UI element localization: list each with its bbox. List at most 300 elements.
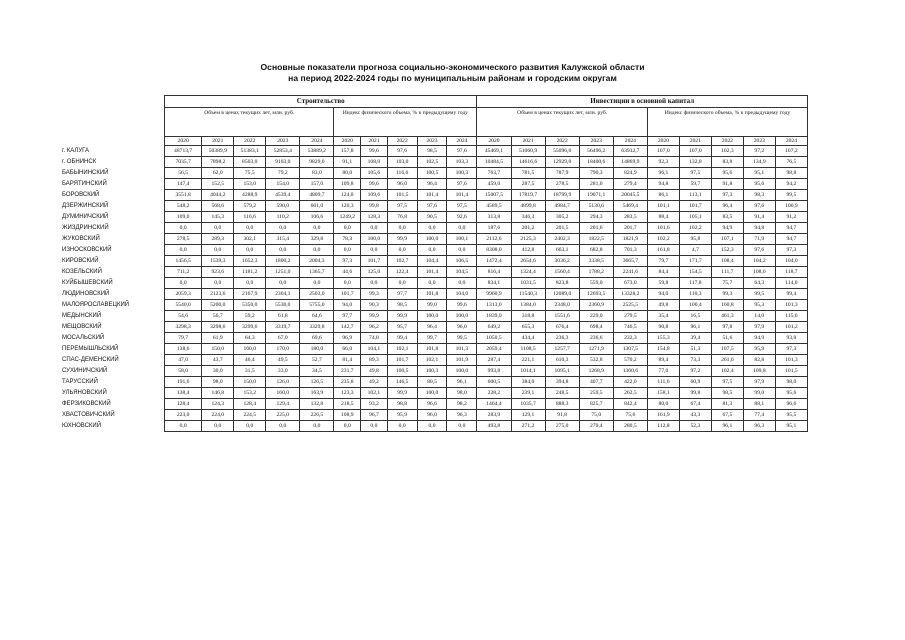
table-cell: 0,0 xyxy=(234,245,266,256)
table-cell: 9829,0 xyxy=(300,157,334,168)
year-header-row xyxy=(165,137,808,146)
table-cell: 154,8 xyxy=(647,344,679,355)
table-cell: 101,3 xyxy=(447,344,477,355)
table-cell: 461,3 xyxy=(711,311,743,322)
year-header: 2023 xyxy=(743,137,775,146)
district-label: МЕЩОВСКИЙ xyxy=(62,323,102,330)
construction-volume-header: Объем в ценах текущих лет, млн. руб. xyxy=(165,108,334,137)
table-cell: 109,8 xyxy=(743,366,775,377)
district-label: г. КАЛУГА xyxy=(62,147,90,154)
table-cell: 13328,2 xyxy=(613,289,647,300)
table-cell: 100,5 xyxy=(387,366,417,377)
table-cell: 94,8 xyxy=(647,179,679,190)
table-cell: 96,1 xyxy=(647,168,679,179)
table-cell: 2654,6 xyxy=(511,256,545,267)
table-body xyxy=(165,146,808,432)
table-cell: 99,4 xyxy=(387,333,417,344)
table-cell: 74,8 xyxy=(361,333,388,344)
table-cell: 97,6 xyxy=(447,146,477,157)
table-cell: 116,6 xyxy=(387,168,417,179)
table-cell: 153,2 xyxy=(234,388,266,399)
table-cell: 5540,0 xyxy=(165,300,202,311)
table-cell: 91,2 xyxy=(775,212,807,223)
table-cell: 43,3 xyxy=(679,410,711,421)
table-cell: 77,4 xyxy=(743,410,775,421)
table-row xyxy=(165,421,808,432)
table-cell: 56,7 xyxy=(202,311,234,322)
table-cell: 18799,9 xyxy=(545,190,579,201)
table-cell: 99,9 xyxy=(387,311,417,322)
district-label: ДЗЕРЖИНСКИЙ xyxy=(62,202,109,209)
table-cell: 81,4 xyxy=(334,355,361,366)
table-cell: 601,0 xyxy=(300,201,334,212)
investment-index-header: Индекс физического объема, % к предыдущему году xyxy=(647,108,807,137)
table-cell: 49,5 xyxy=(266,355,300,366)
table-cell: 99,3 xyxy=(711,289,743,300)
table-cell: 93,2 xyxy=(361,399,388,410)
table-cell: 108,0 xyxy=(361,157,388,168)
table-cell: 98,8 xyxy=(775,168,807,179)
table-cell: 117,8 xyxy=(679,278,711,289)
table-cell: 102,4 xyxy=(711,366,743,377)
table-cell: 94,2 xyxy=(775,179,807,190)
table-cell: 3319,7 xyxy=(266,322,300,333)
table-cell: 99,4 xyxy=(775,289,807,300)
table-cell: 45469,1 xyxy=(477,146,511,157)
table-cell: 43,7 xyxy=(202,355,234,366)
table-cell: 281,0 xyxy=(579,179,613,190)
table-cell: 3329,8 xyxy=(300,322,334,333)
table-cell: 91,8 xyxy=(545,410,579,421)
table-cell: 96,3 xyxy=(447,410,477,421)
table-cell: 94,9 xyxy=(743,333,775,344)
table-cell: 579,2 xyxy=(234,201,266,212)
table-cell: 3036,2 xyxy=(545,256,579,267)
table-cell: 161,8 xyxy=(647,245,679,256)
table-cell: 108,6 xyxy=(743,267,775,278)
table-cell: 97,7 xyxy=(387,289,417,300)
table-cell: 102,3 xyxy=(711,146,743,157)
table-cell: 2167,9 xyxy=(234,289,266,300)
table-cell: 99,6 xyxy=(361,179,388,190)
district-label: ИЗНОСКОВСКИЙ xyxy=(62,246,112,253)
table-cell: 0,0 xyxy=(447,245,477,256)
table-cell: 3338,5 xyxy=(579,256,613,267)
table-cell: 98,5 xyxy=(711,388,743,399)
table-cell: 89,4 xyxy=(647,355,679,366)
table-cell: 94,8 xyxy=(743,223,775,234)
table-cell: 8503,0 xyxy=(234,157,266,168)
table-cell: 0,0 xyxy=(417,223,447,234)
table-cell: 239,1 xyxy=(511,388,545,399)
table-cell: 289,3 xyxy=(202,234,234,245)
table-cell: 101,7 xyxy=(679,201,711,212)
table-cell: 88,4 xyxy=(647,212,679,223)
table-cell: 105,6 xyxy=(361,168,388,179)
table-cell: 834,1 xyxy=(477,278,511,289)
table-cell: 0,0 xyxy=(165,223,202,234)
table-cell: 95,9 xyxy=(387,410,417,421)
table-cell: 95,9 xyxy=(743,344,775,355)
table-cell: 107,0 xyxy=(679,146,711,157)
table-cell: 201,5 xyxy=(545,223,579,234)
table-cell: 171,7 xyxy=(679,256,711,267)
table-cell: 283,5 xyxy=(613,212,647,223)
table-cell: 67,0 xyxy=(266,333,300,344)
table-cell: 82,8 xyxy=(743,355,775,366)
table-cell: 701,3 xyxy=(613,245,647,256)
table-cell: 0,0 xyxy=(202,421,234,432)
table-cell: 102,2 xyxy=(679,223,711,234)
table-cell: 53889,2 xyxy=(300,146,334,157)
table-cell: 96,0 xyxy=(447,322,477,333)
table-cell: 67,5 xyxy=(711,410,743,421)
table-cell: 842,4 xyxy=(613,399,647,410)
table-cell: 0,0 xyxy=(300,278,334,289)
table-cell: 590,0 xyxy=(266,201,300,212)
table-cell: 132,8 xyxy=(679,157,711,168)
table-cell: 102,5 xyxy=(417,157,447,168)
table-cell: 0,0 xyxy=(266,245,300,256)
table-cell: 104,2 xyxy=(743,256,775,267)
table-cell: 101,3 xyxy=(775,300,807,311)
table-cell: 98,8 xyxy=(387,399,417,410)
table-cell: 96,1 xyxy=(679,322,711,333)
table-cell: 111,6 xyxy=(647,377,679,388)
district-label: ЖУКОВСКИЙ xyxy=(62,235,100,242)
table-cell: 663,1 xyxy=(545,245,579,256)
table-cell: 91,1 xyxy=(334,157,361,168)
table-cell: 84,4 xyxy=(647,267,679,278)
table-cell: 224,5 xyxy=(234,410,266,421)
table-cell: 14869,9 xyxy=(613,157,647,168)
table-cell: 96,1 xyxy=(711,421,743,432)
table-row xyxy=(165,333,808,344)
table-cell: 146,5 xyxy=(387,377,417,388)
table-cell: 145,3 xyxy=(202,212,234,223)
table-row xyxy=(165,234,808,245)
table-cell: 129,1 xyxy=(511,410,545,421)
table-cell: 1307,5 xyxy=(613,344,647,355)
table-cell: 100,5 xyxy=(417,168,447,179)
table-cell: 61,8 xyxy=(266,311,300,322)
table-cell: 91,4 xyxy=(743,212,775,223)
table-cell: 155,3 xyxy=(647,333,679,344)
year-header: 2020 xyxy=(477,137,511,146)
table-cell: 73,3 xyxy=(679,355,711,366)
table-cell: 0,0 xyxy=(202,278,234,289)
table-cell: 224,0 xyxy=(202,410,234,421)
year-header: 2023 xyxy=(579,137,613,146)
table-cell: 0,0 xyxy=(334,223,361,234)
table-row xyxy=(165,256,808,267)
table-cell: 283,9 xyxy=(477,410,511,421)
table-row xyxy=(165,201,808,212)
table-cell: 109,0 xyxy=(165,212,202,223)
table-cell: 101,8 xyxy=(417,344,447,355)
construction-group-header: Строительство xyxy=(165,96,477,108)
year-header: 2023 xyxy=(417,137,447,146)
table-row xyxy=(165,344,808,355)
table-cell: 4899,8 xyxy=(511,201,545,212)
district-label: ЖИЗДРИНСКИЙ xyxy=(62,224,109,231)
district-label: КИРОВСКИЙ xyxy=(62,257,99,264)
table-cell: 115,6 xyxy=(775,311,807,322)
table-cell: 279,4 xyxy=(579,421,613,432)
table-cell: 384,0 xyxy=(511,377,545,388)
table-cell: 97,6 xyxy=(387,146,417,157)
table-cell: 763,7 xyxy=(477,168,511,179)
table-cell: 191,6 xyxy=(165,377,202,388)
table-cell: 262,5 xyxy=(613,388,647,399)
table-cell: 99,7 xyxy=(417,333,447,344)
table-cell: 124,3 xyxy=(202,399,234,410)
table-cell: 97,6 xyxy=(447,179,477,190)
table-row xyxy=(165,355,808,366)
table-cell: 96,1 xyxy=(447,377,477,388)
table-cell: 98,2 xyxy=(447,399,477,410)
table-cell: 3298,6 xyxy=(202,322,234,333)
table-cell: 0,0 xyxy=(387,421,417,432)
table-cell: 90,8 xyxy=(647,322,679,333)
table-cell: 0,0 xyxy=(361,245,388,256)
table-cell: 18400,6 xyxy=(579,157,613,168)
table-cell: 95,6 xyxy=(711,168,743,179)
table-cell: 158,1 xyxy=(647,388,679,399)
table-cell: 51383,1 xyxy=(234,146,266,157)
table-cell: 100,3 xyxy=(447,168,477,179)
table-cell: 600,5 xyxy=(477,377,511,388)
table-cell: 96,9 xyxy=(334,333,361,344)
table-cell: 0,0 xyxy=(361,421,388,432)
table-cell: 0,0 xyxy=(417,278,447,289)
table-cell: 97,9 xyxy=(743,322,775,333)
table-cell: 102,2 xyxy=(647,234,679,245)
year-header: 2021 xyxy=(202,137,234,146)
table-cell: 16,5 xyxy=(679,311,711,322)
table-cell: 96,0 xyxy=(417,410,447,421)
table-cell: 97,8 xyxy=(711,322,743,333)
table-cell: 83,0 xyxy=(300,168,334,179)
table-cell: 459,0 xyxy=(477,179,511,190)
table-cell: 5755,0 xyxy=(300,300,334,311)
table-cell: 101,7 xyxy=(387,355,417,366)
district-label: КУЙБЫШЕВСКИЙ xyxy=(62,279,113,286)
table-cell: 106,6 xyxy=(300,212,334,223)
table-cell: 1324,4 xyxy=(511,267,545,278)
table-cell: 109,8 xyxy=(334,179,361,190)
table-cell: 1031,5 xyxy=(511,278,545,289)
table-cell: 649,2 xyxy=(477,322,511,333)
table-cell: 816,4 xyxy=(477,267,511,278)
table-cell: 2241,6 xyxy=(613,267,647,278)
table-cell: 2348,0 xyxy=(545,300,579,311)
table-cell: 248,5 xyxy=(545,388,579,399)
table-cell: 95,1 xyxy=(775,421,807,432)
table-cell: 154,0 xyxy=(266,179,300,190)
table-cell: 94,7 xyxy=(775,234,807,245)
table-cell: 59,2 xyxy=(234,311,266,322)
table-cell: 134,9 xyxy=(743,157,775,168)
table-cell: 64,3 xyxy=(743,278,775,289)
table-cell: 51060,9 xyxy=(511,146,545,157)
table-cell: 100,0 xyxy=(447,366,477,377)
district-label: ФЕРЗИКОВСКИЙ xyxy=(62,400,111,407)
table-cell: 95,7 xyxy=(387,322,417,333)
table-cell: 99,5 xyxy=(775,190,807,201)
table-row xyxy=(165,311,808,322)
table-cell: 228,2 xyxy=(477,388,511,399)
table-cell: 1271,9 xyxy=(579,344,613,355)
table-cell: 97,5 xyxy=(447,201,477,212)
table-cell: 96,0 xyxy=(387,179,417,190)
table-cell: 160,0 xyxy=(266,388,300,399)
table-cell: 90,3 xyxy=(361,300,388,311)
table-cell: 99,0 xyxy=(743,388,775,399)
table-cell: 101,6 xyxy=(647,223,679,234)
table-cell: 104,5 xyxy=(447,267,477,278)
table-cell: 570,2 xyxy=(613,355,647,366)
table-cell: 49,8 xyxy=(361,366,388,377)
table-cell: 1551,6 xyxy=(545,311,579,322)
table-cell: 790,3 xyxy=(579,168,613,179)
table-cell: 128,4 xyxy=(165,399,202,410)
table-cell: 0,0 xyxy=(202,245,234,256)
table-cell: 100,9 xyxy=(775,201,807,212)
table-cell: 2123,6 xyxy=(202,289,234,300)
table-cell: 97,3 xyxy=(775,344,807,355)
table-cell: 76,8 xyxy=(387,212,417,223)
table-cell: 9103,0 xyxy=(266,157,300,168)
table-cell: 259,5 xyxy=(579,388,613,399)
table-cell: 101,5 xyxy=(775,366,807,377)
table-cell: 52,3 xyxy=(679,421,711,432)
table-cell: 99,5 xyxy=(743,289,775,300)
table-cell: 226,5 xyxy=(300,410,334,421)
table-cell: 0,0 xyxy=(387,278,417,289)
table-cell: 98,3 xyxy=(743,190,775,201)
table-cell: 888,3 xyxy=(545,399,579,410)
table-cell: 128,3 xyxy=(361,212,388,223)
table-cell: 59,7 xyxy=(679,179,711,190)
table-cell: 126,5 xyxy=(300,377,334,388)
table-cell: 102,1 xyxy=(417,355,447,366)
table-cell: 1365,7 xyxy=(300,267,334,278)
title-line-1: Основные показатели прогноза социально-экономического развития Калужской области xyxy=(260,62,645,72)
table-cell: 187,6 xyxy=(477,223,511,234)
table-cell: 98,5 xyxy=(417,146,447,157)
table-cell: 98,0 xyxy=(202,377,234,388)
table-cell: 89,3 xyxy=(361,355,388,366)
table-cell: 94,0 xyxy=(334,300,361,311)
table-cell: 229,0 xyxy=(579,311,613,322)
title-line-2: на период 2022-2024 годы по муниципальным районам и городским округам xyxy=(288,73,617,83)
table-cell: 150,0 xyxy=(234,377,266,388)
table-cell: 79,7 xyxy=(165,333,202,344)
table-cell: 97,5 xyxy=(679,168,711,179)
table-cell: 46,4 xyxy=(234,355,266,366)
table-cell: 101,2 xyxy=(775,322,807,333)
table-cell: 287,5 xyxy=(511,179,545,190)
table-cell: 5530,0 xyxy=(266,300,300,311)
table-cell: 3665,7 xyxy=(613,256,647,267)
table-cell: 101,7 xyxy=(361,256,388,267)
table-cell: 302,1 xyxy=(234,234,266,245)
table-cell: 94,0 xyxy=(647,289,679,300)
table-cell: 655,3 xyxy=(511,322,545,333)
table-cell: 114,0 xyxy=(775,278,807,289)
table-cell: 104,1 xyxy=(361,344,388,355)
table-cell: 67,4 xyxy=(679,399,711,410)
table-cell: 346,3 xyxy=(511,212,545,223)
construction-index-header: Индекс физического объема, % к предыдущему году xyxy=(334,108,477,137)
table-cell: 97,6 xyxy=(743,201,775,212)
table-row xyxy=(165,289,808,300)
table-cell: 0,0 xyxy=(417,245,447,256)
year-header: 2020 xyxy=(165,137,202,146)
table-cell: 97,3 xyxy=(711,190,743,201)
table-cell: 1268,9 xyxy=(579,366,613,377)
table-cell: 99,0 xyxy=(417,300,447,311)
table-cell: 99,9 xyxy=(387,388,417,399)
table-cell: 83,8 xyxy=(711,157,743,168)
table-cell: 98,0 xyxy=(775,377,807,388)
table-cell: 610,3 xyxy=(545,355,579,366)
table-cell: 97,3 xyxy=(334,256,361,267)
table-cell: 60,9 xyxy=(679,377,711,388)
year-header: 2022 xyxy=(711,137,743,146)
table-cell: 318,8 xyxy=(511,311,545,322)
table-cell: 105,1 xyxy=(679,212,711,223)
table-cell: 2304,1 xyxy=(266,289,300,300)
table-cell: 107,0 xyxy=(647,146,679,157)
table-cell: 5130,6 xyxy=(579,201,613,212)
table-cell: 201,7 xyxy=(613,223,647,234)
table-cell: 98,5 xyxy=(387,300,417,311)
table-cell: 101,4 xyxy=(447,190,477,201)
table-cell: 161,9 xyxy=(647,410,679,421)
district-label: УЛЬЯНОВСКИЙ xyxy=(62,389,107,396)
table-cell: 278,5 xyxy=(545,179,579,190)
year-header: 2024 xyxy=(775,137,807,146)
table-cell: 3551,8 xyxy=(165,190,202,201)
table-cell: 95,3 xyxy=(743,300,775,311)
table-cell: 95,6 xyxy=(775,388,807,399)
table-cell: 101,9 xyxy=(447,355,477,366)
table-cell: 1249,2 xyxy=(334,212,361,223)
table-cell: 98,0 xyxy=(447,388,477,399)
table-cell: 138,4 xyxy=(165,388,202,399)
table-cell: 150,0 xyxy=(202,344,234,355)
table-cell: 102,1 xyxy=(361,388,388,399)
table-cell: 112,8 xyxy=(647,421,679,432)
table-cell: 97,5 xyxy=(711,377,743,388)
table-cell: 44,6 xyxy=(334,267,361,278)
table-cell: 0,0 xyxy=(266,421,300,432)
table-cell: 128,4 xyxy=(234,399,266,410)
year-header: 2020 xyxy=(334,137,361,146)
table-row xyxy=(165,146,808,157)
table-cell: 548,2 xyxy=(165,201,202,212)
table-cell: 0,0 xyxy=(266,223,300,234)
table-cell: 71,9 xyxy=(743,234,775,245)
table-row xyxy=(165,190,808,201)
table-cell: 0,0 xyxy=(334,245,361,256)
table-cell: 412,8 xyxy=(511,245,545,256)
table-cell: 59,8 xyxy=(647,278,679,289)
table-row xyxy=(165,377,808,388)
table-cell: 14,0 xyxy=(743,311,775,322)
